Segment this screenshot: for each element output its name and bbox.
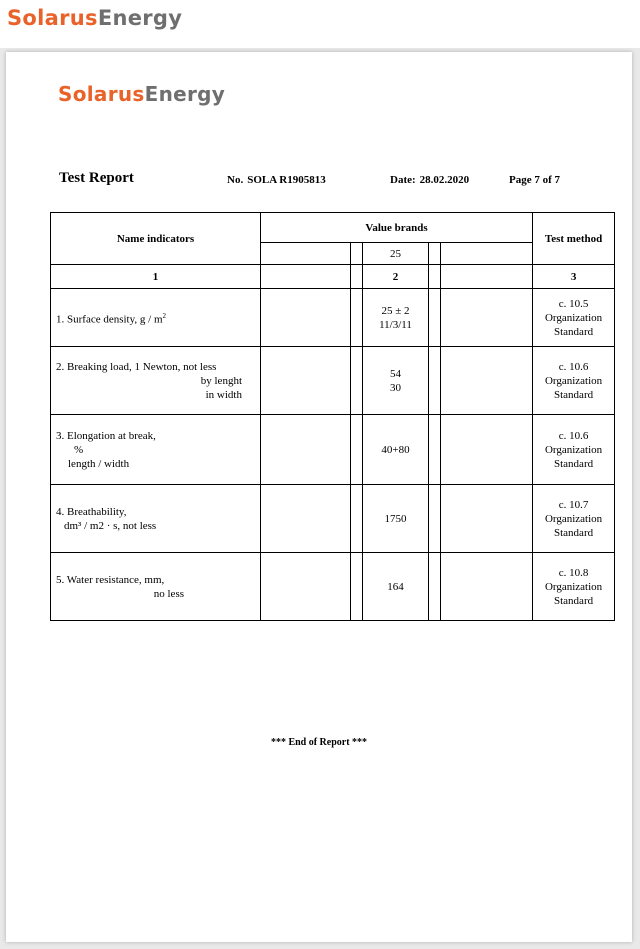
report-page [6, 52, 632, 942]
sub-cell [429, 265, 441, 289]
row-method-line: Organization [544, 374, 603, 387]
header-name-indicators: Name indicators [51, 213, 261, 265]
column-number-2: 2 [363, 265, 429, 289]
report-number [227, 174, 326, 186]
empty-cell [351, 415, 363, 485]
empty-cell [441, 347, 533, 415]
row-method-line: Organization [544, 512, 603, 525]
row-name-superscript: 2 [162, 311, 167, 320]
sub-cell [261, 265, 351, 289]
row-method-line: Organization [544, 580, 603, 593]
table-row [51, 347, 615, 415]
results-table [50, 212, 615, 621]
empty-cell [261, 553, 351, 621]
empty-cell [261, 415, 351, 485]
row-method-line: c. 10.5 [558, 297, 589, 310]
row-method-cell [533, 347, 615, 415]
row-value-line: 54 [390, 367, 401, 380]
header-value-brands: Value brands [261, 213, 533, 243]
page-brand-logo [58, 82, 225, 106]
row-value-line: 40+80 [381, 443, 410, 456]
top-bar [0, 0, 640, 48]
row-method-line: Standard [554, 526, 594, 539]
row-value-cell [363, 415, 429, 485]
row-method-line: Standard [554, 325, 594, 338]
empty-cell [441, 485, 533, 553]
empty-cell [351, 347, 363, 415]
row-name-text: by lenght [200, 374, 242, 387]
sub-cell [429, 243, 441, 265]
empty-cell [441, 553, 533, 621]
row-method-line: Standard [554, 388, 594, 401]
row-name-cell [51, 347, 261, 415]
row-value-cell [363, 553, 429, 621]
row-method-cell [533, 415, 615, 485]
table-row [51, 415, 615, 485]
row-method-line: Standard [554, 594, 594, 607]
row-value-line: 25 ± 2 [381, 304, 410, 317]
row-method-line: c. 10.7 [558, 498, 589, 511]
sub-cell [441, 265, 533, 289]
end-of-report: *** End of Report *** [270, 737, 368, 748]
row-method-cell [533, 289, 615, 347]
sub-cell [261, 243, 351, 265]
sub-cell [351, 243, 363, 265]
row-name-text: 5. Water resistance, mm, [56, 573, 165, 586]
empty-cell [351, 289, 363, 347]
table-row [51, 485, 615, 553]
row-name-text: in width [205, 388, 242, 401]
row-method-line: Organization [544, 443, 603, 456]
row-value-line: 11/3/11 [379, 318, 412, 331]
header-value-sub: 25 [363, 243, 429, 265]
row-name-text: 3. Elongation at break, [56, 429, 156, 442]
logo-text-solarus: Solarus [7, 6, 98, 30]
table-row [51, 553, 615, 621]
row-name-text: 4. Breathability, [56, 505, 127, 518]
empty-cell [351, 485, 363, 553]
row-name-cell [51, 485, 261, 553]
row-method-line: Organization [544, 311, 603, 324]
row-value-cell [363, 485, 429, 553]
page-number: Page 7 of 7 [509, 174, 561, 186]
empty-cell [429, 347, 441, 415]
row-method-line: c. 10.6 [558, 360, 589, 373]
sub-cell [441, 243, 533, 265]
row-method-line: Standard [554, 457, 594, 470]
row-value-cell [363, 289, 429, 347]
row-method-cell [533, 485, 615, 553]
empty-cell [261, 347, 351, 415]
column-number-3: 3 [533, 265, 615, 289]
page-logo-text-energy: Energy [144, 82, 226, 106]
report-date [390, 174, 469, 186]
empty-cell [429, 553, 441, 621]
row-name-text: length / width [68, 457, 130, 470]
row-name-text: % [74, 443, 84, 456]
row-method-line: c. 10.6 [558, 429, 589, 442]
row-name-cell [51, 415, 261, 485]
row-value-cell [363, 347, 429, 415]
empty-cell [441, 289, 533, 347]
row-name-text: 1. Surface density, g / m [56, 313, 163, 326]
empty-cell [429, 289, 441, 347]
report-date-value: 28.02.2020 [419, 174, 470, 186]
report-number-value: SOLA R1905813 [247, 174, 326, 186]
row-name-cell [51, 289, 261, 347]
empty-cell [261, 485, 351, 553]
empty-cell [429, 485, 441, 553]
report-number-label: No. [227, 174, 244, 186]
empty-cell [261, 289, 351, 347]
report-title: Test Report [59, 170, 134, 186]
table-row [51, 289, 615, 347]
header-test-method: Test method [533, 213, 615, 265]
empty-cell [429, 415, 441, 485]
empty-cell [441, 415, 533, 485]
empty-cell [351, 553, 363, 621]
row-value-line: 164 [387, 580, 404, 593]
logo-text-energy: Energy [97, 6, 183, 30]
column-number-1: 1 [51, 265, 261, 289]
row-name-cell [51, 553, 261, 621]
row-value-line: 30 [390, 381, 401, 394]
page-logo-text-solarus: Solarus [58, 82, 145, 106]
row-method-cell [533, 553, 615, 621]
row-value-line: 1750 [384, 512, 407, 525]
row-name-text: no less [153, 587, 184, 600]
row-method-line: c. 10.8 [558, 566, 589, 579]
sub-cell [351, 265, 363, 289]
brand-logo[interactable] [7, 6, 182, 30]
row-name-text: dm³ / m2 · s, not less [64, 519, 157, 532]
report-date-label: Date: [390, 174, 416, 186]
row-name-text: 2. Breaking load, 1 Newton, not less [56, 360, 217, 373]
